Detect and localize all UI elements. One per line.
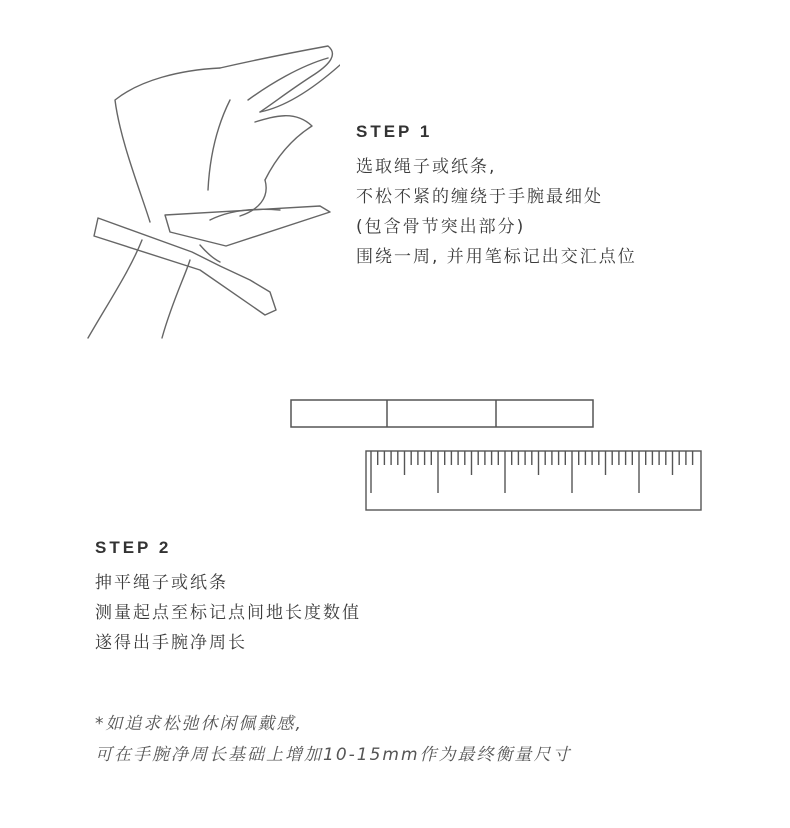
step2-line-1: 抻平绳子或纸条 xyxy=(95,573,228,593)
step2-line-2: 测量起点至标记点间地长度数值 xyxy=(95,603,361,623)
hand-wrist-illustration xyxy=(80,40,340,350)
step2-title: STEP 2 xyxy=(95,538,172,557)
step1-title: STEP 1 xyxy=(356,122,433,141)
paper-strip-icon xyxy=(290,399,595,429)
ruler-icon xyxy=(365,450,703,512)
step1-line-1: 选取绳子或纸条, xyxy=(356,157,497,177)
step1-line-2: 不松不紧的缠绕于手腕最细处 xyxy=(356,187,603,207)
note-line-1: *如追求松弛休闲佩戴感, xyxy=(95,714,303,734)
step2-line-3: 遂得出手腕净周长 xyxy=(95,633,247,653)
note-line-2: 可在手腕净周长基础上增加10-15mm作为最终衡量尺寸 xyxy=(95,745,572,765)
step1-line-3: (包含骨节突出部分) xyxy=(356,217,526,237)
step1-line-4: 围绕一周, 并用笔标记出交汇点位 xyxy=(356,247,637,267)
